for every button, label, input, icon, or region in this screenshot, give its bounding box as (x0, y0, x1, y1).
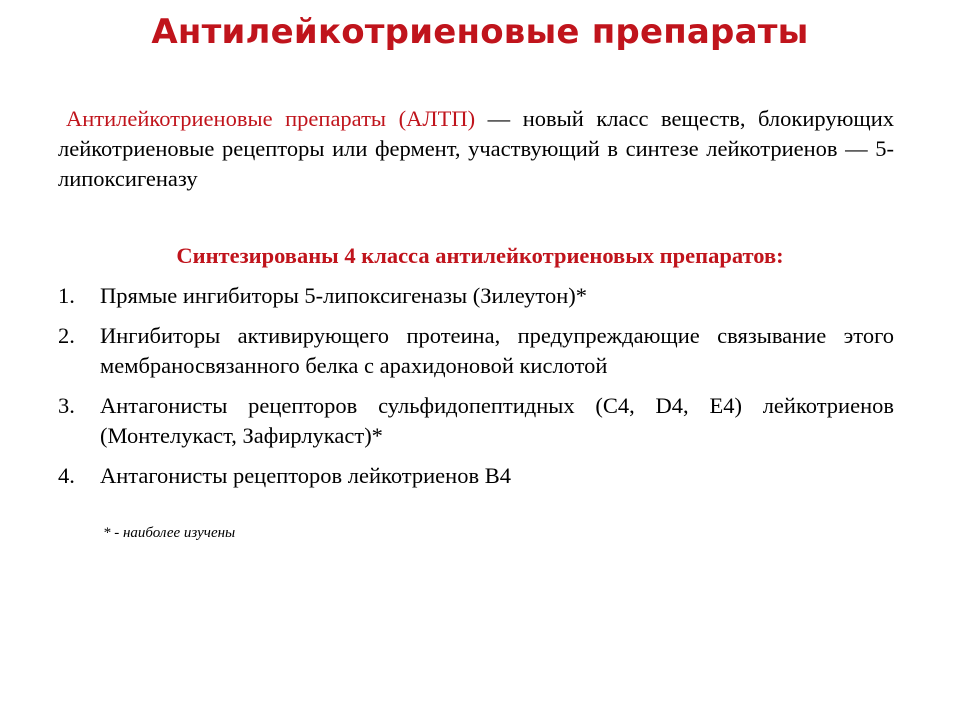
list-item (58, 461, 894, 491)
classes-list (58, 281, 894, 501)
list-item-number: 1. (58, 283, 75, 308)
list-item (58, 321, 894, 381)
list-item-number: 2. (58, 323, 75, 348)
list-item-number: 4. (58, 463, 75, 488)
intro-lead: Антилейкотриеновые препараты (АЛТП) (66, 106, 476, 131)
list-item (58, 281, 894, 311)
classes-heading: Синтезированы 4 класса антилейкотриеновых препаратов: (176, 243, 784, 268)
list-item-text: Антагонисты рецепторов лейкотриенов В4 (100, 463, 511, 488)
intro-text: — новый класс веществ, блокирующих лейкотриеновые рецепторы или фермент, участвующий в синтезе лейкотриенов — 5-липоксигеназу (58, 106, 894, 191)
list-item-number: 3. (58, 393, 75, 418)
intro-paragraph (58, 104, 894, 194)
list-item-text: Антагонисты рецепторов сульфидопептидных (С4, D4, E4) лейкотриенов (Монтелукаст, Зафирлукаст)* (100, 393, 894, 448)
list-item-text: Прямые ингибиторы 5-липоксигеназы (Зилеутон)* (100, 283, 587, 308)
list-item (58, 391, 894, 451)
slide-title: Антилейкотриеновые препараты (151, 12, 809, 52)
footnote: * - наиболее изучены (103, 525, 236, 541)
list-item-text: Ингибиторы активирующего протеина, предупреждающие связывание этого мембраносвязанного белка с арахидоновой кислотой (100, 323, 894, 378)
